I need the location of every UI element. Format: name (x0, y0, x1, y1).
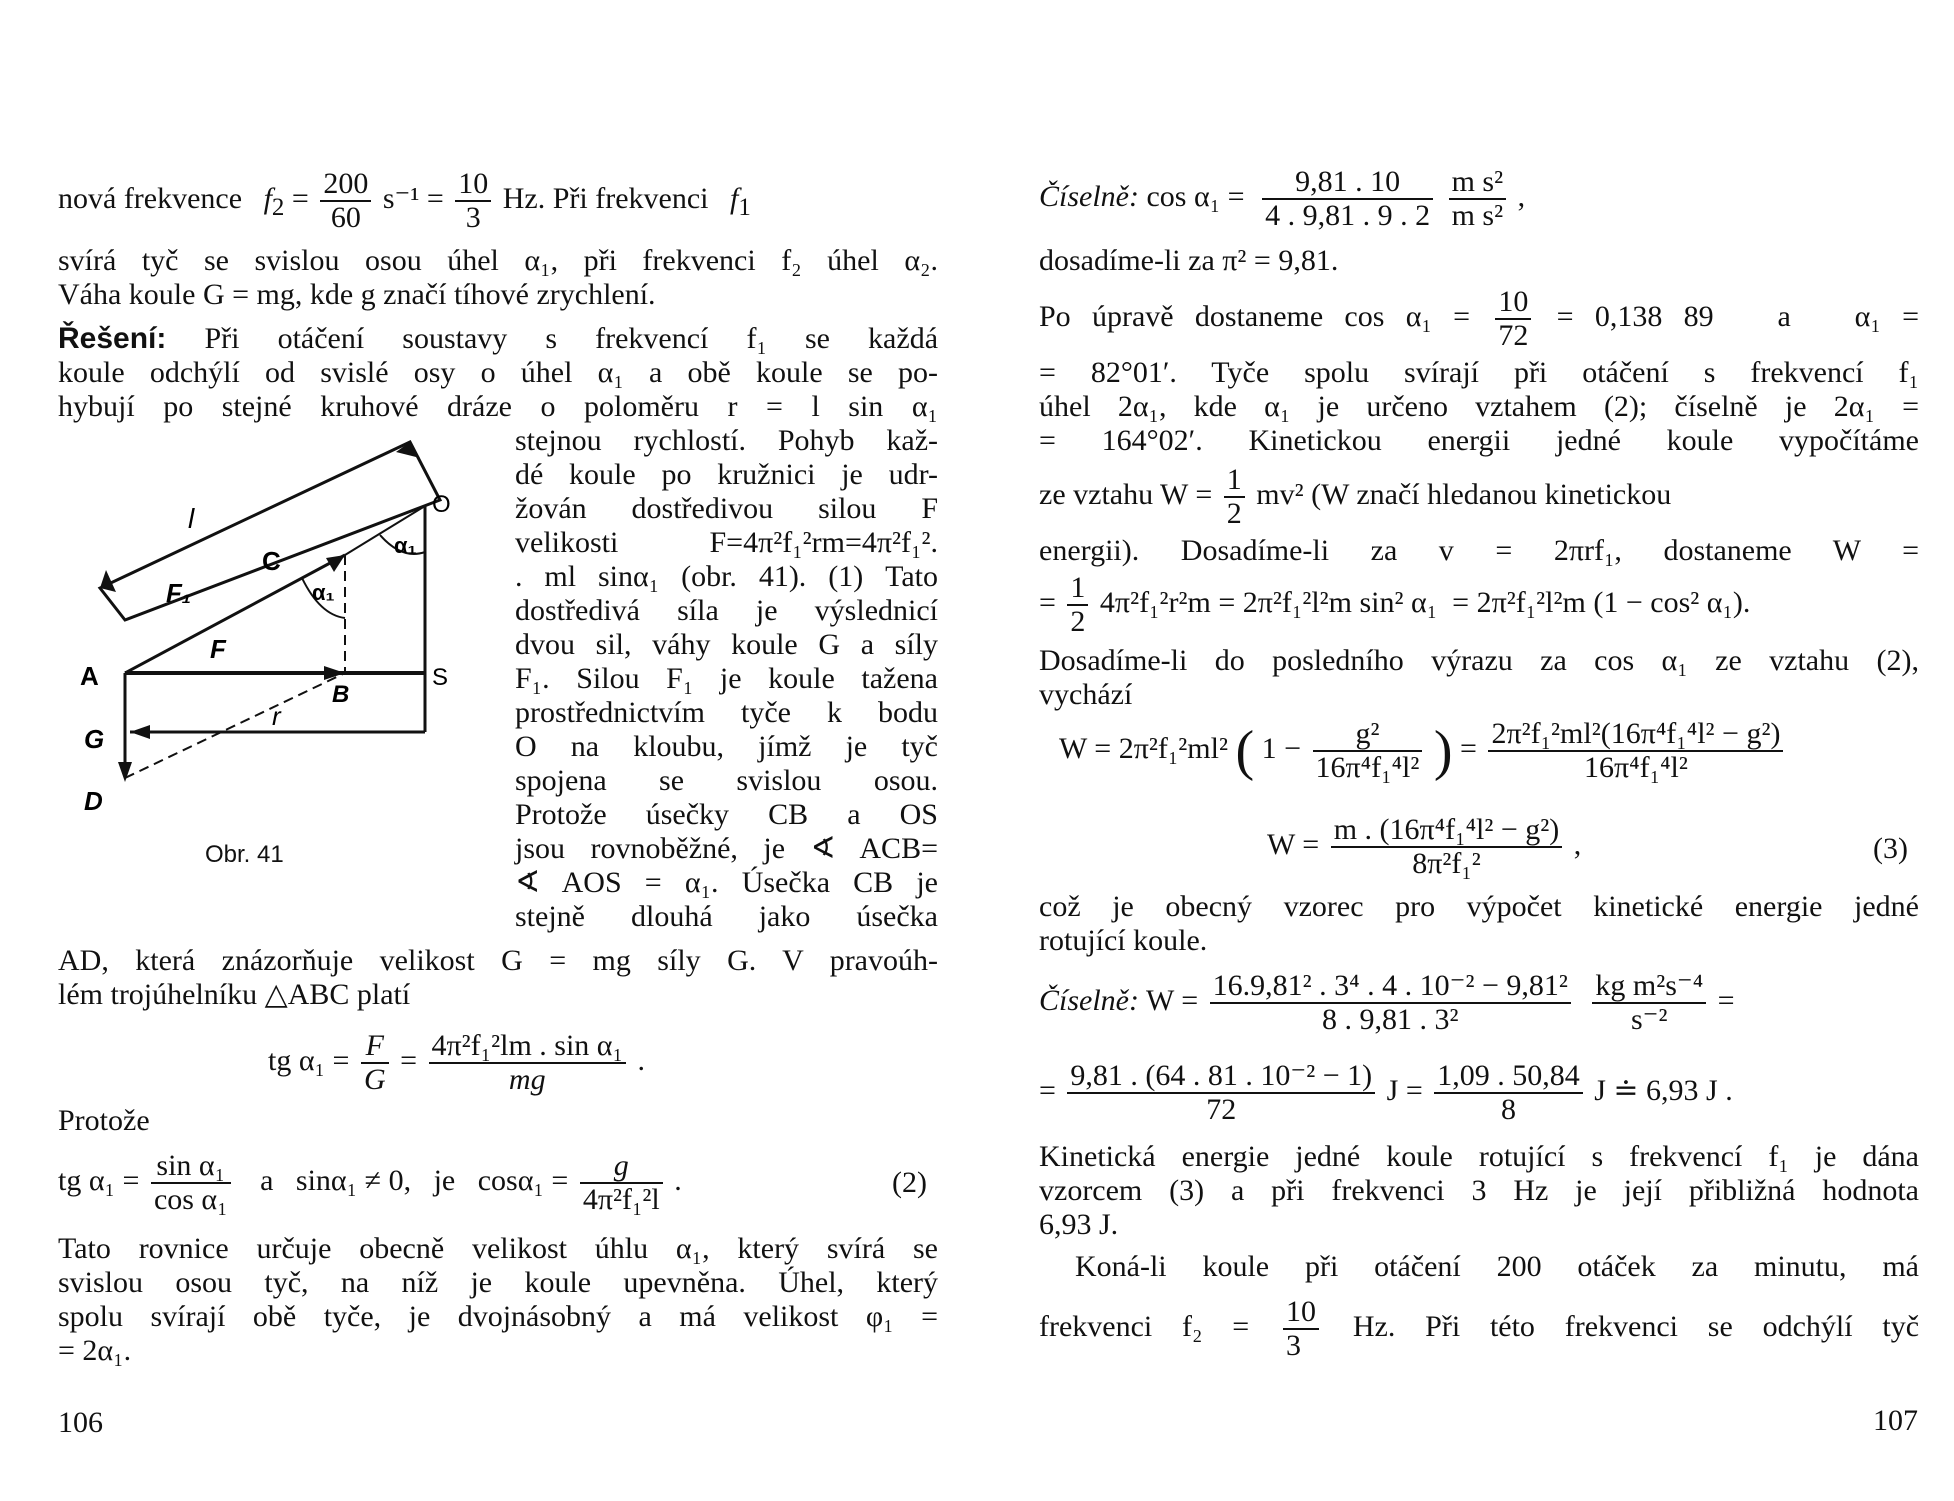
period: . (674, 1163, 682, 1197)
text-line: lém trojúhelníku △ABC platí (58, 978, 411, 1011)
text-line: Tato rovnice určuje obecně velikost úhlu α₁, který svírá se (58, 1232, 938, 1265)
text-segment: frekvenci f₂ = (1039, 1309, 1250, 1343)
denominator: 72 (1206, 1093, 1237, 1126)
wrap-line: stejně dlouhá jako úsečka (515, 900, 938, 933)
label-d: D (84, 786, 103, 816)
fraction-10-72 (1495, 286, 1531, 352)
intro-frequency-line (58, 168, 938, 234)
numerator: kg m²s⁻⁴ (1592, 970, 1706, 1004)
label-l: l (188, 503, 195, 534)
equals: = (291, 181, 309, 215)
solution-label: Řešení: (58, 322, 167, 355)
denominator: 4 . 9,81 . 9 . 2 (1265, 199, 1431, 232)
denominator: 8π²f₁² (1412, 847, 1481, 880)
text-line: = 82°01′. Tyče spolu svírají při otáčení s frekvencí f₁ (1039, 356, 1919, 389)
text-line: vzorcem (3) a při frekvenci 3 Hz je její přibližná hodnota (1039, 1174, 1919, 1207)
label-alpha-top: α₁ (394, 533, 417, 558)
eq-lhs: W = (1267, 827, 1320, 861)
denominator: m s² (1451, 199, 1504, 232)
denominator: mg (508, 1063, 546, 1096)
denominator: 4π²f₁²l (582, 1183, 660, 1216)
comma: , (1517, 179, 1526, 213)
fraction-w3 (1331, 814, 1563, 880)
equation-number-2: (2) (892, 1166, 927, 1199)
eq-lhs: tg α₁ = (268, 1043, 350, 1077)
text-line: svislou osou tyč, na níž je koule upevněna. Úhel, který (58, 1266, 938, 1299)
numerator: g² (1313, 718, 1423, 752)
equals: = (1717, 983, 1735, 1017)
symbol-f: f (730, 181, 739, 215)
label-f1: F₁ (166, 578, 192, 608)
result: J ≐ 6,93 J . (1594, 1073, 1733, 1107)
denominator: 72 (1498, 319, 1529, 352)
text-segment: 1 − (1261, 731, 1302, 765)
text-line: 6,93 J. (1039, 1208, 1119, 1241)
fraction-10-3 (1283, 1296, 1319, 1362)
wrap-line: stejnou rychlostí. Pohyb kaž- (515, 424, 938, 457)
text-segment: mv² (W značí hledanou kinetickou (1256, 477, 1672, 511)
w-general-equation (1059, 718, 1787, 784)
text-line: spolu svírají obě tyče, je dvojnásobný a má velikost φ₁ = (58, 1300, 938, 1333)
w-derivation-line (1039, 572, 1919, 638)
text-segment: Hz. Při této frekvenci se odchýlí tyč (1352, 1309, 1920, 1343)
force-f1-line (125, 555, 345, 673)
numerator: F (361, 1030, 389, 1064)
text-segment: J = (1386, 1073, 1423, 1107)
db-dashed (125, 673, 345, 778)
rod-outline (100, 442, 440, 620)
text-line: koule odchýlí od svislé osy o úhel α₁ a obě koule se po- (58, 356, 938, 389)
denominator: 8 (1501, 1093, 1516, 1126)
numerator: 1,09 . 50,84 (1434, 1060, 1583, 1094)
text-line: energii). Dosadíme-li za v = 2πrf₁, dostaneme W = (1039, 534, 1919, 567)
text-line: Protože (58, 1104, 150, 1137)
fraction-1-2 (1067, 572, 1088, 638)
numeric-cos-equation (1039, 166, 1525, 232)
wrap-line: dostředivá síla je výslednicí (515, 594, 938, 627)
radius-arrowhead (130, 725, 150, 739)
eq-lhs: W = (1145, 983, 1199, 1017)
label-g: G (84, 724, 105, 754)
denominator: 8 . 9,81 . 3² (1322, 1003, 1459, 1036)
fraction-numeric-w (1210, 970, 1571, 1036)
label-c: C (262, 546, 281, 576)
fraction-g2 (1313, 718, 1423, 784)
fraction-10-3 (455, 168, 491, 234)
paren-open: ( (1235, 720, 1255, 782)
fraction-f-g (361, 1030, 389, 1096)
eq-lhs: W = 2π²f₁²ml² (1059, 731, 1228, 765)
wrap-line: ∢ AOS = α₁. Úsečka CB je (515, 866, 938, 899)
text-segment: ze vztahu W = (1039, 477, 1213, 511)
wrap-line: . ml sinα₁ (obr. 41). (1) Tato (515, 560, 938, 593)
equals: = (400, 1043, 418, 1077)
eq-lhs: tg α₁ = (58, 1163, 140, 1197)
page-number-left: 106 (58, 1406, 103, 1439)
numerator: 10 (1283, 1296, 1319, 1330)
numerator: 16.9,81² . 3⁴ . 4 . 10⁻² − 9,81² (1210, 970, 1571, 1004)
period: . (637, 1043, 645, 1077)
fraction-cos-value (1262, 166, 1433, 232)
label-s: S (432, 664, 449, 691)
text-line: úhel 2α₁, kde α₁ je určeno vztahem (2); číselně je 2α₁ = (1039, 390, 1919, 423)
numerator: 4π²f₁²lm . sin α₁ (429, 1030, 626, 1064)
numeric-result-equation (1039, 1060, 1733, 1126)
numerator: 2π²f₁²ml²(16π⁴f₁⁴l² − g²) (1488, 718, 1783, 752)
text-line: Kinetická energie jedné koule rotující s frekvencí f₁ je dána (1039, 1140, 1919, 1173)
numerator: g (580, 1150, 663, 1184)
fraction-force (429, 1030, 626, 1096)
label-numerically: Číselně: (1039, 983, 1139, 1017)
wrap-line: jsou rovnoběžné, je ∢ ACB= (515, 832, 938, 865)
eq-middle: a sinα₁ ≠ 0, je cosα₁ = (260, 1163, 569, 1197)
numerator: 9,81 . 10 (1262, 166, 1433, 200)
label-o: O (432, 491, 451, 518)
text-line: Koná-li koule při otáčení 200 otáček za minutu, má (1075, 1250, 1919, 1283)
symbol-f: f (263, 181, 272, 215)
fraction-sin-cos (151, 1150, 231, 1216)
label-a: A (80, 661, 99, 691)
text-segment: 4π²f₁²r²m = 2π²f₁²l²m sin² α₁ = 2π²f₁²l²m (1 − cos² α₁). (1099, 585, 1751, 619)
unit: s⁻¹ = (382, 181, 444, 215)
wrap-line: dé koule po kružnici je udr- (515, 458, 938, 491)
text-line: = 2α₁. (58, 1334, 132, 1367)
wrap-line: dvou sil, váhy koule G a síly (515, 628, 938, 661)
text-segment: Při otáčení soustavy s frekvencí f₁ se každá (204, 322, 939, 355)
equals: = (1039, 585, 1056, 619)
equation-2 (58, 1150, 682, 1216)
equation-number-3: (3) (1873, 832, 1908, 865)
ze-vztahu-line (1039, 464, 1919, 530)
text-line: rotující koule. (1039, 924, 1208, 957)
denominator: 16π⁴f₁⁴l² (1315, 751, 1420, 784)
wrap-line: spojena se svislou osou. (515, 764, 938, 797)
label-alpha-mid: α₁ (312, 580, 335, 605)
paren-close: ) (1433, 720, 1453, 782)
solution-line (58, 322, 938, 356)
denominator: 60 (330, 201, 361, 234)
subscript: 2 (271, 193, 285, 221)
numerator: sin α₁ (151, 1150, 231, 1184)
wrap-line: Protože úsečky CB a OS (515, 798, 938, 831)
denominator: G (363, 1063, 386, 1096)
text-line: = 164°02′. Kinetickou energii jedné koule vypočítáme (1039, 424, 1919, 457)
denominator: 2 (1226, 497, 1242, 530)
wrap-line: žován dostředivou silou F (515, 492, 938, 525)
figure-41 (80, 440, 520, 880)
denominator: 16π⁴f₁⁴l² (1584, 751, 1688, 784)
text-line: Váha koule G = mg, kde g značí tíhové zrychlení. (58, 278, 656, 311)
fraction-units (1449, 166, 1507, 232)
equation-tg (268, 1030, 645, 1096)
fraction-g (580, 1150, 663, 1216)
numerator: m s² (1449, 166, 1507, 200)
text-segment: Po úpravě dostaneme cos α₁ = (1039, 299, 1471, 333)
text-line: což je obecný vzorec pro výpočet kinetické energie jedné (1039, 890, 1919, 923)
equals: = (1460, 731, 1477, 765)
right-page (977, 0, 1954, 1501)
numeric-w-equation (1039, 970, 1735, 1036)
text-segment: = 0,138 89 a α₁ = (1556, 299, 1919, 333)
po-uprave-line (1039, 286, 1919, 352)
text-segment: Hz. Při frekvenci (502, 181, 709, 215)
text-line: AD, která znázorňuje velikost G = mg síly G. V pravoúh- (58, 944, 938, 977)
denominator: 3 (465, 201, 481, 234)
fraction-200-60 (320, 168, 371, 234)
fraction-numeric-1 (1067, 1060, 1375, 1126)
numerator: 200 (320, 168, 371, 202)
text-segment: nová frekvence (58, 181, 243, 215)
denominator: s⁻² (1631, 1003, 1668, 1036)
weight-arrowhead (118, 762, 132, 782)
wrap-line: prostřednictvím tyče k bodu (515, 696, 938, 729)
label-f: F (210, 634, 226, 664)
numerator: 1 (1224, 464, 1245, 498)
numerator: 10 (1495, 286, 1531, 320)
fraction-numeric-2 (1434, 1060, 1583, 1126)
wrap-line: velikosti F=4π²f₁²rm=4π²f₁². (515, 526, 938, 559)
equals: = (1039, 1073, 1056, 1107)
label-numerically: Číselně: (1039, 179, 1139, 213)
comma: , (1573, 827, 1582, 861)
last-frequency-line (1039, 1296, 1919, 1362)
fraction-w-general (1488, 718, 1783, 784)
label-b: B (332, 681, 350, 708)
wrap-line: O na kloubu, jímž je tyč (515, 730, 938, 763)
fraction-1-2 (1224, 464, 1245, 530)
text-line: Dosadíme-li do posledního výrazu za cos α₁ ze vztahu (2), (1039, 644, 1919, 677)
text-line: dosadíme-li za π² = 9,81. (1039, 244, 1339, 277)
rod-arrow-up (396, 442, 420, 458)
eq-lhs: cos α₁ = (1146, 179, 1245, 213)
numerator: 1 (1067, 572, 1088, 606)
text-line: hybují po stejné kruhové dráze o poloměru r = l sin α₁ (58, 390, 938, 423)
text-line: vychází (1039, 678, 1133, 711)
equation-3 (1267, 814, 1581, 880)
page-number-right: 107 (1873, 1404, 1918, 1437)
text-line: svírá tyč se svislou osou úhel α₁, při frekvenci f₂ úhel α₂. (58, 244, 938, 277)
numerator: 9,81 . (64 . 81 . 10⁻² − 1) (1067, 1060, 1375, 1094)
subscript: 1 (738, 193, 751, 221)
numerator: m . (16π⁴f₁⁴l² − g²) (1331, 814, 1563, 848)
label-r: r (272, 701, 281, 731)
denominator: cos α₁ (153, 1183, 228, 1216)
wrap-line: F₁. Silou F₁ je koule tažena (515, 662, 938, 695)
denominator: 3 (1286, 1329, 1302, 1362)
fraction-units (1592, 970, 1706, 1036)
numerator: 10 (455, 168, 491, 202)
figure-caption: Obr. 41 (205, 841, 284, 868)
denominator: 2 (1070, 605, 1086, 638)
